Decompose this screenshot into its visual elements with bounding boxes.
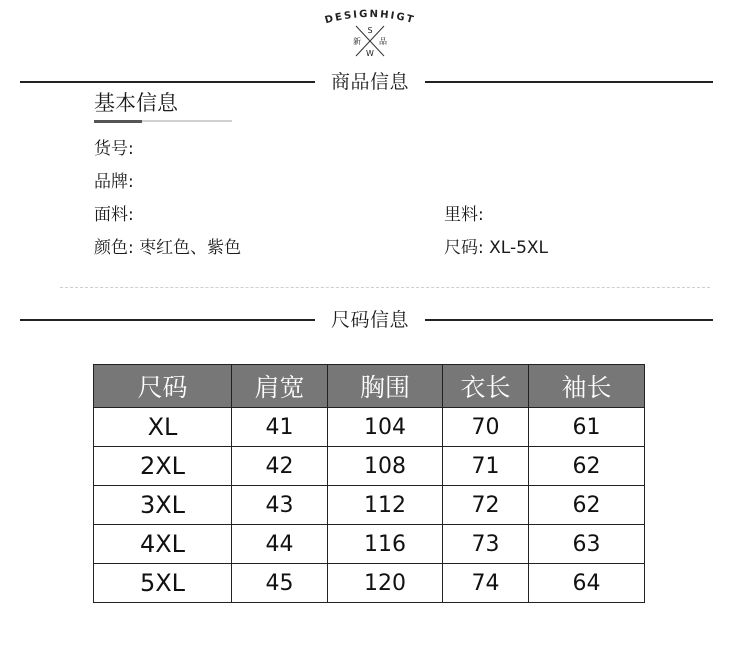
logo-letter-left: 新: [353, 37, 361, 46]
header-rule-right: [425, 81, 713, 83]
cell-size: 3XL: [94, 486, 232, 525]
cell-sleeve: 63: [529, 525, 645, 564]
size-info-title: 尺码信息: [331, 309, 410, 331]
cell-shoulder: 44: [232, 525, 328, 564]
cell-shoulder: 43: [232, 486, 328, 525]
size-info-header: [20, 308, 713, 332]
cell-sleeve: 62: [529, 486, 645, 525]
table-row: [94, 447, 645, 486]
logo-letter-top: S: [367, 26, 373, 35]
cell-size: 5XL: [94, 564, 232, 603]
cell-length: 72: [443, 486, 529, 525]
cell-length: 70: [443, 408, 529, 447]
color-field: 颜色: 枣红色、紫色: [94, 238, 242, 258]
logo-letter-bottom: W: [366, 49, 374, 58]
size-range-field: 尺码: XL-5XL: [444, 238, 549, 258]
brand-logo: [310, 4, 430, 62]
size-chart-table: [93, 364, 645, 603]
cell-bust: 112: [328, 486, 443, 525]
cell-shoulder: 41: [232, 408, 328, 447]
cell-bust: 108: [328, 447, 443, 486]
cell-sleeve: 61: [529, 408, 645, 447]
logo-brand-text: DESIGNHIGT: [323, 8, 417, 27]
brand-field: 品牌:: [94, 172, 134, 192]
cell-size: XL: [94, 408, 232, 447]
cell-sleeve: 64: [529, 564, 645, 603]
header-sleeve: 袖长: [529, 365, 645, 408]
table-row: [94, 525, 645, 564]
cell-size: 2XL: [94, 447, 232, 486]
basic-info-underline: [94, 120, 232, 122]
cell-length: 74: [443, 564, 529, 603]
table-header-row: [94, 365, 645, 408]
table-row: [94, 486, 645, 525]
table-row: [94, 564, 645, 603]
header-shoulder: 肩宽: [232, 365, 328, 408]
section-divider: [60, 287, 710, 288]
cell-size: 4XL: [94, 525, 232, 564]
cell-bust: 120: [328, 564, 443, 603]
header-size: 尺码: [94, 365, 232, 408]
header-bust: 胸围: [328, 365, 443, 408]
table-row: [94, 408, 645, 447]
svg-text:DESIGNHIGT: [324, 9, 417, 26]
cell-bust: 104: [328, 408, 443, 447]
cell-length: 71: [443, 447, 529, 486]
header-rule-left: [20, 81, 315, 83]
header-rule-left: [20, 319, 315, 321]
cell-length: 73: [443, 525, 529, 564]
header-rule-right: [425, 319, 713, 321]
fabric-field: 面料:: [94, 205, 134, 225]
basic-info-title: 基本信息: [94, 91, 178, 115]
cell-shoulder: 42: [232, 447, 328, 486]
cell-sleeve: 62: [529, 447, 645, 486]
header-length: 衣长: [443, 365, 529, 408]
logo-letter-right: 品: [379, 37, 387, 46]
product-info-title: 商品信息: [331, 71, 410, 93]
sku-field: 货号:: [94, 139, 134, 159]
cell-bust: 116: [328, 525, 443, 564]
cell-shoulder: 45: [232, 564, 328, 603]
lining-field: 里料:: [444, 205, 484, 225]
